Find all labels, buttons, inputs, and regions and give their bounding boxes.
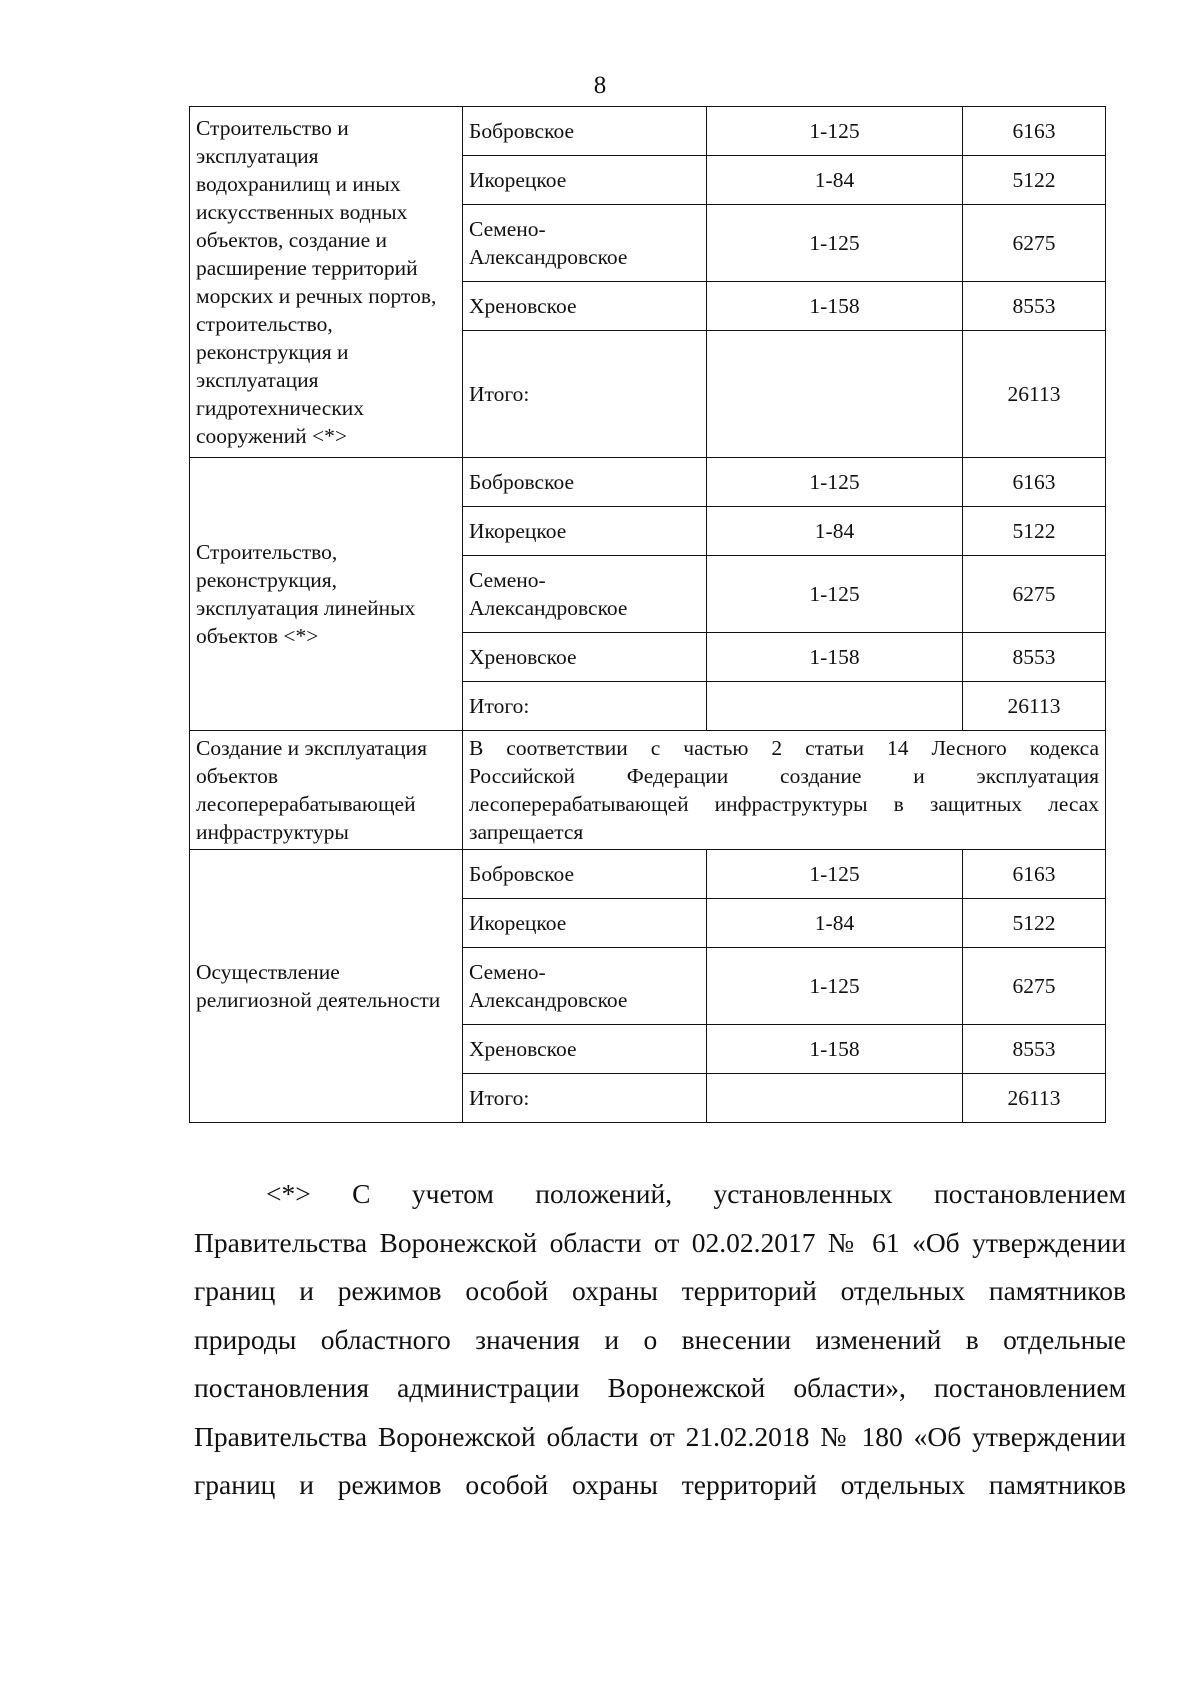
quarter-range: 1-158 [707, 633, 963, 682]
quarter-range: 1-158 [707, 282, 963, 331]
quarter-range: 1-125 [707, 107, 963, 156]
quarter-range: 1-84 [707, 899, 963, 948]
area-value: 8553 [963, 282, 1106, 331]
note-line: запрещается [469, 820, 584, 844]
forestry-name: Бобровское [463, 107, 707, 156]
category-cell: Строительство, реконструкция, эксплуатация линейных объектов <*> [190, 458, 463, 731]
footnote-line: <*> С учетом положений, установленных постановлением [266, 1178, 1126, 1209]
area-value: 6275 [963, 556, 1106, 633]
empty-cell [707, 682, 963, 731]
forestry-name: Семено-Александровское [463, 556, 707, 633]
quarter-range: 1-84 [707, 156, 963, 205]
note-line: В соответствии с частью 2 статьи 14 Лесного кодекса [469, 736, 1099, 760]
footnote [194, 1170, 1126, 1510]
table-row [190, 850, 1106, 899]
area-value: 8553 [963, 633, 1106, 682]
table-row [190, 731, 1106, 850]
footnote-line: постановления администрации Воронежской области», постановлением [194, 1372, 1126, 1403]
total-value: 26113 [963, 682, 1106, 731]
forestry-name: Бобровское [463, 850, 707, 899]
total-label: Итого: [463, 331, 707, 458]
category-cell: Строительство и эксплуатация водохранилищ и иных искусственных водных объектов, создание и расширение территорий морских и речных портов, строительство, реконструкция и эксплуатация гидротехнических сооружений <*> [190, 107, 463, 458]
prohibition-note [463, 731, 1106, 850]
forestry-name: Хреновское [463, 1025, 707, 1074]
quarter-range: 1-125 [707, 205, 963, 282]
table-row [190, 458, 1106, 507]
area-value: 6275 [963, 205, 1106, 282]
category-cell: Осуществление религиозной деятельности [190, 850, 463, 1123]
quarter-range: 1-125 [707, 556, 963, 633]
forestry-name: Икорецкое [463, 507, 707, 556]
note-line: лесоперерабатывающей инфраструктуры в защитных лесах [469, 792, 1099, 816]
total-value: 26113 [963, 331, 1106, 458]
area-value: 5122 [963, 156, 1106, 205]
quarter-range: 1-125 [707, 458, 963, 507]
category-cell: Создание и эксплуатация объектов лесоперерабатывающей инфраструктуры [190, 731, 463, 850]
forestry-name: Икорецкое [463, 156, 707, 205]
quarter-range: 1-125 [707, 948, 963, 1025]
quarter-range: 1-125 [707, 850, 963, 899]
protective-forest-table [189, 106, 1106, 1123]
quarter-range: 1-84 [707, 507, 963, 556]
total-label: Итого: [463, 1074, 707, 1123]
empty-cell [707, 331, 963, 458]
forestry-name: Икорецкое [463, 899, 707, 948]
footnote-line: Правительства Воронежской области от 21.02.2018 № 180 «Об утверждении [194, 1420, 1126, 1452]
forestry-name: Бобровское [463, 458, 707, 507]
total-label: Итого: [463, 682, 707, 731]
footnote-line: границ и режимов особой охраны территорий отдельных памятников [194, 1275, 1126, 1306]
area-value: 6163 [963, 850, 1106, 899]
forestry-name: Семено-Александровское [463, 205, 707, 282]
page-number: 8 [593, 72, 607, 99]
area-value: 6275 [963, 948, 1106, 1025]
note-line: Российской Федерации создание и эксплуатация [469, 764, 1099, 788]
total-value: 26113 [963, 1074, 1106, 1123]
forestry-name: Хреновское [463, 633, 707, 682]
area-value: 5122 [963, 899, 1106, 948]
empty-cell [707, 1074, 963, 1123]
area-value: 5122 [963, 507, 1106, 556]
area-value: 6163 [963, 458, 1106, 507]
footnote-line: границ и режимов особой охраны территорий отдельных памятников [194, 1469, 1126, 1500]
footnote-line: Правительства Воронежской области от 02.02.2017 № 61 «Об утверждении [194, 1226, 1126, 1258]
forestry-name: Семено-Александровское [463, 948, 707, 1025]
table-row [190, 107, 1106, 156]
area-value: 6163 [963, 107, 1106, 156]
quarter-range: 1-158 [707, 1025, 963, 1074]
area-value: 8553 [963, 1025, 1106, 1074]
footnote-line: природы областного значения и о внесении изменений в отдельные [194, 1323, 1126, 1355]
forestry-name: Хреновское [463, 282, 707, 331]
